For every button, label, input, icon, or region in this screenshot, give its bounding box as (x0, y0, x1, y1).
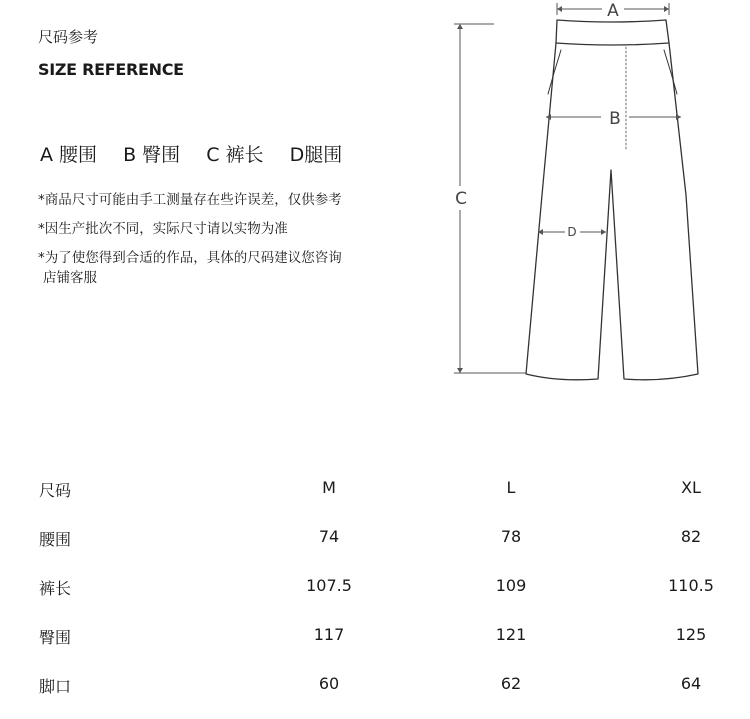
cell-xl: 82 (680, 527, 702, 546)
row-label: 臀围 (39, 628, 72, 647)
diagram-label-a: A (607, 1, 619, 21)
dimension-lines (454, 3, 681, 373)
table-row-hip (0, 619, 750, 668)
note-measurement-error: *商品尺寸可能由手工测量存在些许误差，仅供参考 (38, 192, 342, 208)
table-row-hem (0, 668, 750, 717)
dim-a-arrow-left (557, 6, 562, 12)
header-l: L (506, 478, 516, 497)
cell-m: 107.5 (306, 576, 352, 595)
diagram-label-b: B (609, 109, 621, 129)
cell-l: 62 (500, 674, 522, 693)
legend-hip: B 臀围 (123, 144, 181, 166)
note-consult-cont: 店铺客服 (43, 270, 97, 286)
legend-leg: D腿围 (289, 144, 343, 166)
cell-l: 109 (495, 576, 527, 595)
pants-outline (526, 20, 698, 380)
table-row-waist (0, 521, 750, 570)
note-batch-difference: *因生产批次不同，实际尺寸请以实物为准 (38, 221, 288, 237)
diagram-label-d: D (567, 225, 577, 239)
row-label: 裤长 (39, 579, 72, 598)
dim-d-arrow-right (601, 229, 606, 235)
row-label: 腰围 (39, 530, 72, 549)
header-m: M (322, 478, 336, 497)
diagram-label-c: C (455, 189, 467, 209)
table-row-length (0, 570, 750, 619)
cell-l: 78 (500, 527, 522, 546)
cell-xl: 64 (680, 674, 702, 693)
cell-m: 117 (313, 625, 345, 644)
page-title-en: SIZE REFERENCE (38, 60, 184, 79)
header-size: 尺码 (39, 481, 72, 500)
legend-waist: A 腰围 (40, 144, 98, 166)
pants-diagram (440, 0, 740, 400)
page-title-cn: 尺码参考 (38, 28, 99, 46)
cell-xl: 125 (675, 625, 707, 644)
cell-m: 60 (318, 674, 340, 693)
legend-length: C 裤长 (206, 144, 264, 166)
cell-l: 121 (495, 625, 527, 644)
dim-c-arrow-bottom (457, 368, 463, 373)
dim-a-arrow-right (664, 6, 669, 12)
size-table (0, 472, 750, 717)
dim-c-arrow-top (457, 24, 463, 29)
note-consult: *为了使您得到合适的作品，具体的尺码建议您咨询 (38, 250, 342, 266)
row-label: 脚口 (39, 677, 72, 696)
table-header-row (0, 472, 750, 521)
header-xl: XL (681, 478, 701, 497)
cell-m: 74 (318, 527, 340, 546)
dim-b-arrow-right (676, 114, 681, 120)
arrowheads (457, 6, 681, 373)
cell-xl: 110.5 (668, 576, 714, 595)
notes (38, 186, 398, 293)
measurement-legend (40, 140, 342, 167)
